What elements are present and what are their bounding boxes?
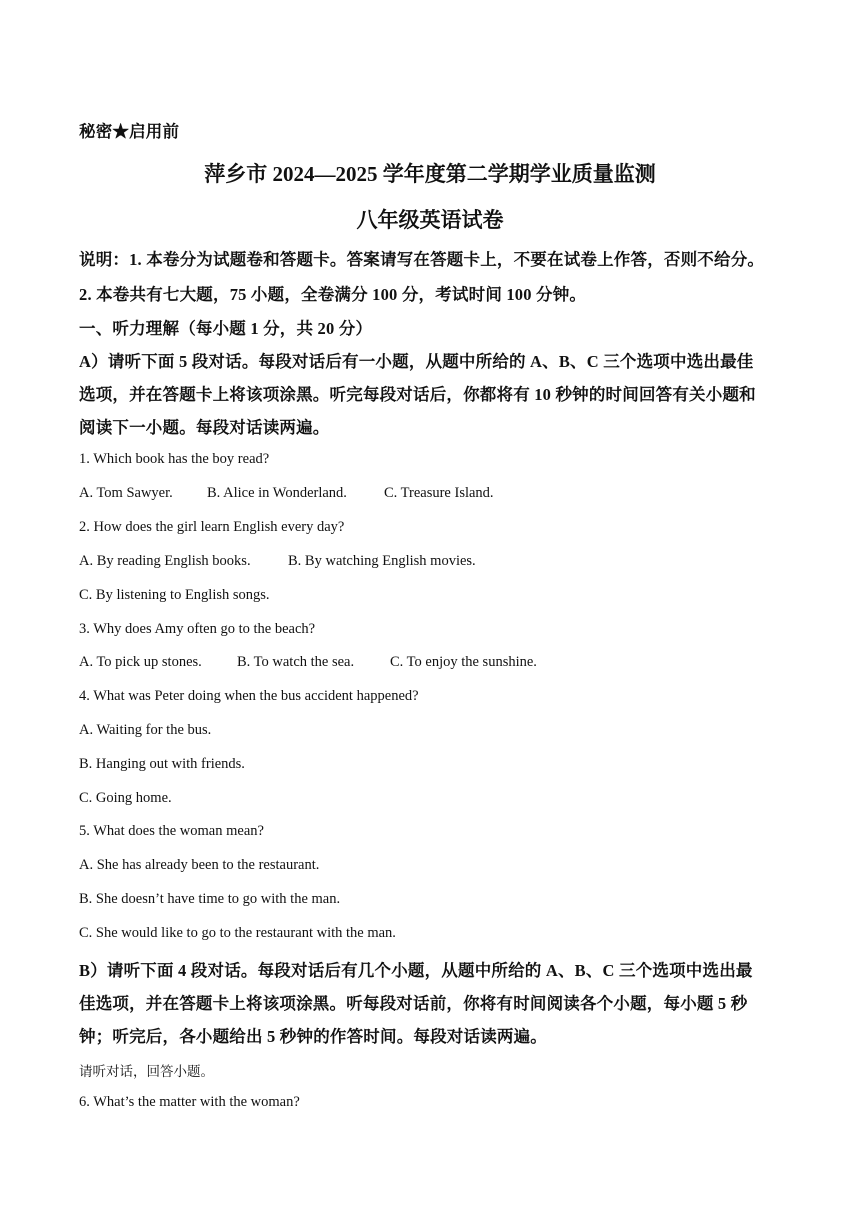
question-4: 4. What was Peter doing when the bus accident happened?: [79, 688, 419, 704]
option-b: B. Alice in Wonderland.: [207, 485, 347, 501]
question-2-options: [79, 553, 476, 570]
question-5: 5. What does the woman mean?: [79, 823, 264, 839]
part-b-instruction-2: 佳选项，并在答题卡上将该项涂黑。听每段对话前，你将有时间阅读各个小题，每小题 5 秒: [79, 994, 748, 1013]
option-a: A. She has already been to the restaurant.: [79, 857, 320, 873]
listening-prompt: 请听对话，回答小题。: [79, 1064, 214, 1079]
option-c: C. Going home.: [79, 790, 172, 806]
confidential-label: 秘密★启用前: [79, 122, 180, 141]
section-1-heading: 一、听力理解（每小题 1 分，共 20 分）: [79, 319, 373, 338]
option-b: B. To watch the sea.: [237, 654, 355, 670]
option-c: C. By listening to English songs.: [79, 587, 270, 603]
option-a: A. By reading English books.: [79, 553, 251, 569]
question-3: 3. Why does Amy often go to the beach?: [79, 621, 316, 637]
note-line-1: 说明：1. 本卷分为试题卷和答题卡。答案请写在答题卡上，不要在试卷上作答，否则不给分。: [79, 250, 765, 269]
part-b-instruction-3: 钟；听完后，各小题给出 5 秒钟的作答时间。每段对话读两遍。: [79, 1027, 547, 1046]
option-b: B. By watching English movies.: [288, 553, 476, 569]
option-a: A. To pick up stones.: [79, 654, 202, 670]
option-a: A. Waiting for the bus.: [79, 722, 212, 738]
exam-title: 萍乡市 2024—2025 学年度第二学期学业质量监测: [204, 162, 656, 186]
option-b: B. Hanging out with friends.: [79, 756, 245, 772]
question-1-options: [79, 485, 494, 502]
option-a: A. Tom Sawyer.: [79, 485, 173, 501]
question-3-options: [79, 654, 537, 671]
question-1: 1. Which book has the boy read?: [79, 451, 270, 467]
option-c: C. She would like to go to the restaurant with the man.: [79, 925, 396, 941]
question-2: 2. How does the girl learn English every day?: [79, 519, 345, 535]
option-c: C. To enjoy the sunshine.: [390, 654, 537, 670]
note-line-2: 2. 本卷共有七大题，75 小题，全卷满分 100 分，考试时间 100 分钟。: [79, 285, 587, 304]
question-6: 6. What’s the matter with the woman?: [79, 1094, 300, 1110]
part-a-instruction-2: 选项，并在答题卡上将该项涂黑。听完每段对话后，你都将有 10 秒钟的时间回答有关小题和: [79, 385, 756, 404]
option-b: B. She doesn’t have time to go with the man.: [79, 891, 341, 907]
part-a-instruction-1: A）请听下面 5 段对话。每段对话后有一小题，从题中所给的 A、B、C 三个选项中选出最佳: [79, 352, 754, 371]
part-a-instruction-3: 阅读下一小题。每段对话读两遍。: [79, 418, 330, 437]
option-c: C. Treasure Island.: [384, 485, 494, 501]
exam-subtitle: 八年级英语试卷: [356, 208, 504, 232]
part-b-instruction-1: B）请听下面 4 段对话。每段对话后有几个小题，从题中所给的 A、B、C 三个选项中选出最: [79, 961, 753, 980]
